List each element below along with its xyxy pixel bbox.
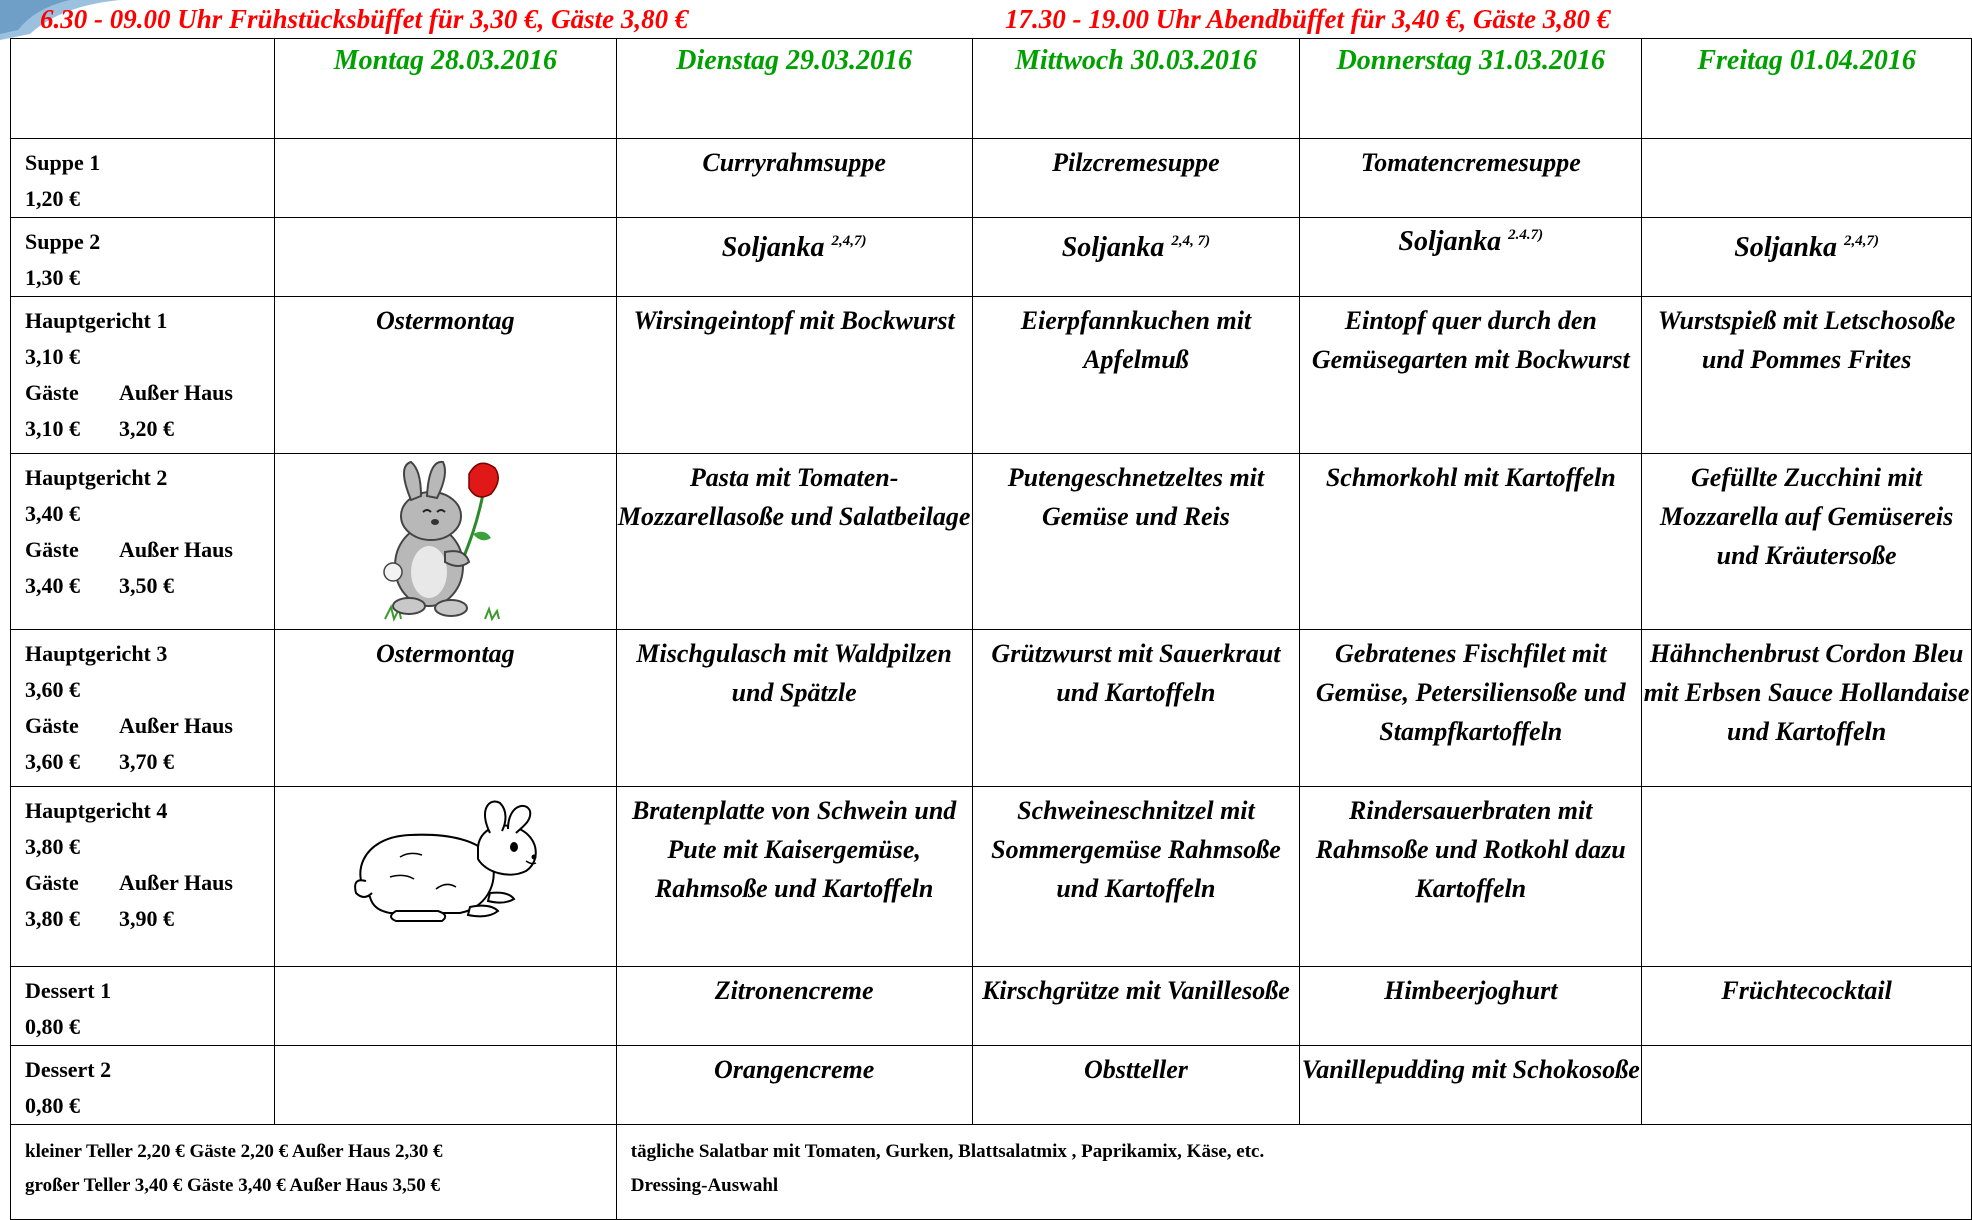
dish-cell: Obstteller <box>972 1046 1300 1125</box>
course-price: 1,30 € <box>25 265 80 290</box>
row-label <box>11 139 275 218</box>
dish-text: Soljanka <box>1734 232 1837 263</box>
day-heading-wednesday: Mittwoch 30.03.2016 <box>972 39 1300 139</box>
guest-price-labels: Gäste Außer Haus <box>25 380 233 405</box>
course-price: 0,80 € <box>25 1093 80 1118</box>
dish-cell: Himbeerjoghurt <box>1300 967 1642 1046</box>
dish-cell: Gefüllte Zucchini mit Mozzarella auf Gemüsereis und Kräutersoße <box>1642 454 1972 630</box>
guest-prices: 3,60 € 3,70 € <box>25 749 174 774</box>
menu-row-soup-1 <box>11 139 1972 218</box>
dish-cell <box>274 967 616 1046</box>
dish-cell <box>616 218 972 297</box>
dish-cell <box>1642 787 1972 967</box>
course-price: 1,20 € <box>25 186 80 211</box>
small-plate-price: kleiner Teller 2,20 € Gäste 2,20 € Außer Haus 2,30 € <box>25 1141 443 1162</box>
day-heading-thursday: Donnerstag 31.03.2016 <box>1300 39 1642 139</box>
dish-cell: Orangencreme <box>616 1046 972 1125</box>
course-name: Suppe 2 <box>25 229 101 254</box>
dish-cell <box>1642 218 1972 297</box>
breakfast-buffet-text: 6.30 - 09.00 Uhr Frühstücksbüffet für 3,30 €, Gäste 3,80 € <box>40 4 689 34</box>
dish-cell: Früchtecocktail <box>1642 967 1972 1046</box>
dish-text: Soljanka <box>1398 226 1502 257</box>
row-label <box>11 630 275 787</box>
dish-text: Soljanka <box>721 232 825 263</box>
dish-cell: Bratenplatte von Schwein und Pute mit Kaisergemüse, Rahmsoße und Kartoffeln <box>616 787 972 967</box>
dish-cell <box>1642 1046 1972 1125</box>
menu-row-main-2 <box>11 454 1972 630</box>
dish-cell: Rindersauerbraten mit Rahmsoße und Rotkohl dazu Kartoffeln <box>1300 787 1642 967</box>
dish-cell: Ostermontag <box>274 297 616 454</box>
course-price: 0,80 € <box>25 1014 80 1039</box>
menu-row-soup-2 <box>11 218 1972 297</box>
dish-cell: Vanillepudding mit Schokosoße <box>1300 1046 1642 1125</box>
menu-row-main-3 <box>11 630 1972 787</box>
dish-cell <box>274 1046 616 1125</box>
dish-text: Soljanka <box>1061 232 1165 263</box>
menu-row-main-1 <box>11 297 1972 454</box>
guest-price-labels: Gäste Außer Haus <box>25 870 233 895</box>
dish-cell: Pasta mit Tomaten-Mozzarellasoße und Salatbeilage <box>616 454 972 630</box>
row-label <box>11 787 275 967</box>
course-name: Suppe 1 <box>25 150 101 175</box>
course-price: 3,80 € <box>25 834 80 859</box>
course-name: Hauptgericht 3 <box>25 641 168 666</box>
dish-cell: Putengeschnetzeltes mit Gemüse und Reis <box>972 454 1300 630</box>
dish-cell: Ostermontag <box>274 630 616 787</box>
dish-cell: Pilzcremesuppe <box>972 139 1300 218</box>
dish-cell: Mischgulasch mit Waldpilzen und Spätzle <box>616 630 972 787</box>
dish-cell: Schweineschnitzel mit Sommergemüse Rahmsoße und Kartoffeln <box>972 787 1300 967</box>
row-label <box>11 297 275 454</box>
dish-cell: Gebratenes Fischfilet mit Gemüse, Petersiliensoße und Stampfkartoffeln <box>1300 630 1642 787</box>
dish-cell: Kirschgrütze mit Vanillesoße <box>972 967 1300 1046</box>
dish-cell: Eintopf quer durch den Gemüsegarten mit Bockwurst <box>1300 297 1642 454</box>
course-name: Hauptgericht 4 <box>25 798 168 823</box>
row-label <box>11 1046 275 1125</box>
dish-cell: Schmorkohl mit Kartoffeln <box>1300 454 1642 630</box>
dressing-text: Dressing-Auswahl <box>630 1175 779 1196</box>
dish-cell: Tomatencremesuppe <box>1300 139 1642 218</box>
guest-prices: 3,80 € 3,90 € <box>25 906 174 931</box>
allergen-note: 2,4,7) <box>1843 233 1879 249</box>
salad-bar-text: tägliche Salatbar mit Tomaten, Gurken, Blattsalatmix , Paprikamix, Käse, etc. <box>630 1141 1265 1162</box>
dish-cell: Wirsingeintopf mit Bockwurst <box>616 297 972 454</box>
day-header-row <box>11 39 1972 139</box>
footer-row <box>11 1125 1972 1220</box>
guest-prices: 3,10 € 3,20 € <box>25 416 174 441</box>
guest-prices: 3,40 € 3,50 € <box>25 573 174 598</box>
course-price: 3,40 € <box>25 501 80 526</box>
sitting-rabbit-icon <box>340 797 550 927</box>
menu-row-dessert-2 <box>11 1046 1972 1125</box>
course-name: Dessert 2 <box>25 1057 112 1082</box>
dish-cell <box>1642 139 1972 218</box>
row-label <box>11 967 275 1046</box>
day-heading-monday: Montag 28.03.2016 <box>274 39 616 139</box>
bunny-with-rose-icon <box>365 454 525 624</box>
salad-bar-info <box>616 1125 1971 1220</box>
rabbit-picture-cell <box>274 787 616 967</box>
row-label <box>11 454 275 630</box>
dish-cell: Curryrahmsuppe <box>616 139 972 218</box>
day-heading-tuesday: Dienstag 29.03.2016 <box>616 39 972 139</box>
dish-cell <box>1300 218 1642 297</box>
bunny-picture-cell <box>274 454 616 630</box>
plate-prices <box>11 1125 617 1220</box>
dish-cell <box>274 139 616 218</box>
corner-cell <box>11 39 275 139</box>
row-label <box>11 218 275 297</box>
dish-cell: Eierpfannkuchen mit Apfelmuß <box>972 297 1300 454</box>
guest-price-labels: Gäste Außer Haus <box>25 537 233 562</box>
buffet-banner <box>0 0 1972 38</box>
day-heading-friday: Freitag 01.04.2016 <box>1642 39 1972 139</box>
allergen-note: 2.4.7) <box>1508 227 1544 243</box>
dish-cell: Zitronencreme <box>616 967 972 1046</box>
dish-cell <box>274 218 616 297</box>
allergen-note: 2,4, 7) <box>1171 233 1211 249</box>
course-name: Hauptgericht 2 <box>25 465 168 490</box>
menu-row-main-4 <box>11 787 1972 967</box>
allergen-note: 2,4,7) <box>831 233 867 249</box>
course-name: Hauptgericht 1 <box>25 308 168 333</box>
dish-cell: Grützwurst mit Sauerkraut und Kartoffeln <box>972 630 1300 787</box>
dinner-buffet-text: 17.30 - 19.00 Uhr Abendbüffet für 3,40 €, Gäste 3,80 € <box>1005 4 1611 34</box>
menu-row-dessert-1 <box>11 967 1972 1046</box>
weekly-menu-table <box>10 38 1972 1220</box>
large-plate-price: großer Teller 3,40 € Gäste 3,40 € Außer Haus 3,50 € <box>25 1175 441 1196</box>
course-price: 3,60 € <box>25 677 80 702</box>
course-price: 3,10 € <box>25 344 80 369</box>
dish-cell <box>972 218 1300 297</box>
dish-cell: Hähnchenbrust Cordon Bleu mit Erbsen Sauce Hollandaise und Kartoffeln <box>1642 630 1972 787</box>
dish-cell: Wurstspieß mit Letschosoße und Pommes Frites <box>1642 297 1972 454</box>
course-name: Dessert 1 <box>25 978 112 1003</box>
guest-price-labels: Gäste Außer Haus <box>25 713 233 738</box>
